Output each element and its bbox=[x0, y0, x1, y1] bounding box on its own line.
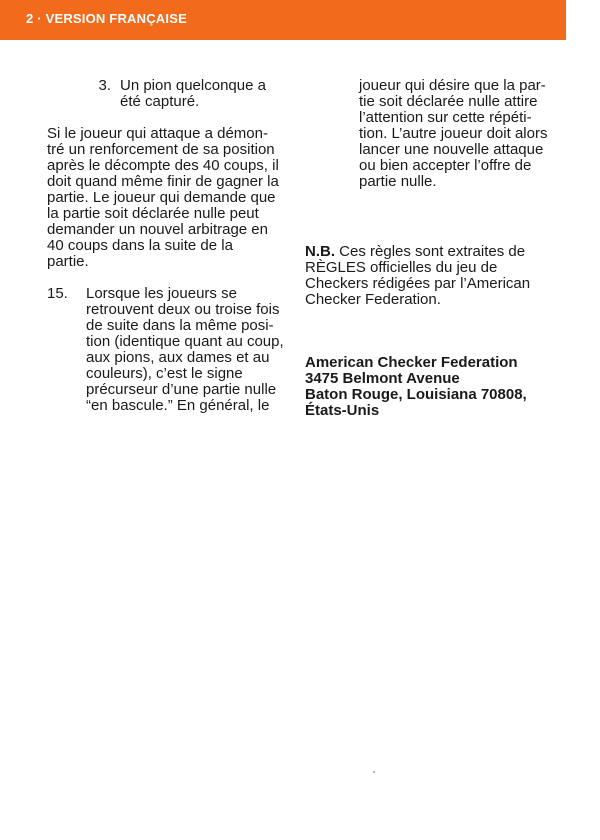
paragraph-attack bbox=[47, 126, 297, 270]
text-line: 40 coups dans la suite de la bbox=[47, 237, 233, 254]
address-line: 3475 Belmont Avenue bbox=[305, 370, 460, 387]
text-line bbox=[305, 244, 567, 260]
text-line: la partie soit déclarée nulle peut bbox=[47, 205, 259, 222]
text-line: été capturé. bbox=[120, 93, 200, 110]
right-column bbox=[305, 78, 567, 419]
text-line: joueur qui désire que la par- bbox=[359, 77, 546, 94]
text-line: de suite dans la même posi- bbox=[86, 317, 274, 334]
text-line: Lorsque les joueurs se bbox=[86, 285, 237, 302]
text-line: après le décompte des 40 coups, il bbox=[47, 157, 279, 174]
nota-bene bbox=[305, 244, 567, 308]
text-line: demander un nouvel arbitrage en bbox=[47, 221, 268, 238]
text-line: doit quand même finir de gagner la bbox=[47, 173, 279, 190]
address-line: États-Unis bbox=[305, 402, 380, 419]
text-line: aux pions, aux dames et au bbox=[86, 349, 270, 366]
text-line: Si le joueur qui attaque a démon- bbox=[47, 125, 268, 142]
text-line: ou bien accepter l’offre de bbox=[359, 157, 532, 174]
text-line: couleurs), c’est le signe bbox=[86, 365, 243, 382]
text-line: “en bascule.” En général, le bbox=[86, 397, 270, 414]
rule-text bbox=[120, 78, 297, 110]
text-line: partie nulle. bbox=[359, 173, 437, 190]
text-line: partie. bbox=[47, 253, 89, 270]
left-column bbox=[47, 78, 297, 414]
text-line: tré un renforcement de sa position bbox=[47, 141, 275, 158]
address-line: Baton Rouge, Louisiana 70808, bbox=[305, 386, 527, 403]
header-title: 2 · VERSION FRANÇAISE bbox=[26, 11, 187, 26]
text-line: lancer une nouvelle attaque bbox=[359, 141, 544, 158]
rule-item-15 bbox=[47, 286, 297, 414]
header-band bbox=[0, 0, 566, 40]
print-speck bbox=[373, 771, 375, 773]
rule-number: 15. bbox=[47, 285, 68, 302]
text-line: partie. Le joueur qui demande que bbox=[47, 189, 276, 206]
text-line: retrouvent deux ou troise fois bbox=[86, 301, 280, 318]
text-line: tie soit déclarée nulle attire bbox=[359, 93, 538, 110]
text-line: Checkers rédigées par l’American bbox=[305, 275, 531, 292]
rule-item-3 bbox=[47, 78, 297, 110]
text-line: Checker Federation. bbox=[305, 291, 441, 308]
nb-first-line: Ces règles sont extraites de bbox=[335, 243, 526, 260]
nb-label: N.B. bbox=[305, 243, 335, 260]
text-line: RÈGLES officielles du jeu de bbox=[305, 259, 498, 276]
address-line: American Checker Federation bbox=[305, 354, 518, 371]
text-line: tion (identique quant au coup, bbox=[86, 333, 284, 350]
rule-15-continuation bbox=[305, 78, 564, 190]
text-line: précurseur d’une partie nulle bbox=[86, 381, 277, 398]
rule-number: 3. bbox=[98, 77, 111, 94]
federation-address bbox=[305, 355, 567, 419]
rule-text bbox=[86, 286, 297, 414]
text-line: Un pion quelconque a bbox=[120, 77, 266, 94]
text-line: tion. L’autre joueur doit alors bbox=[359, 125, 548, 142]
text-line: l’attention sur cette répéti- bbox=[359, 109, 532, 126]
